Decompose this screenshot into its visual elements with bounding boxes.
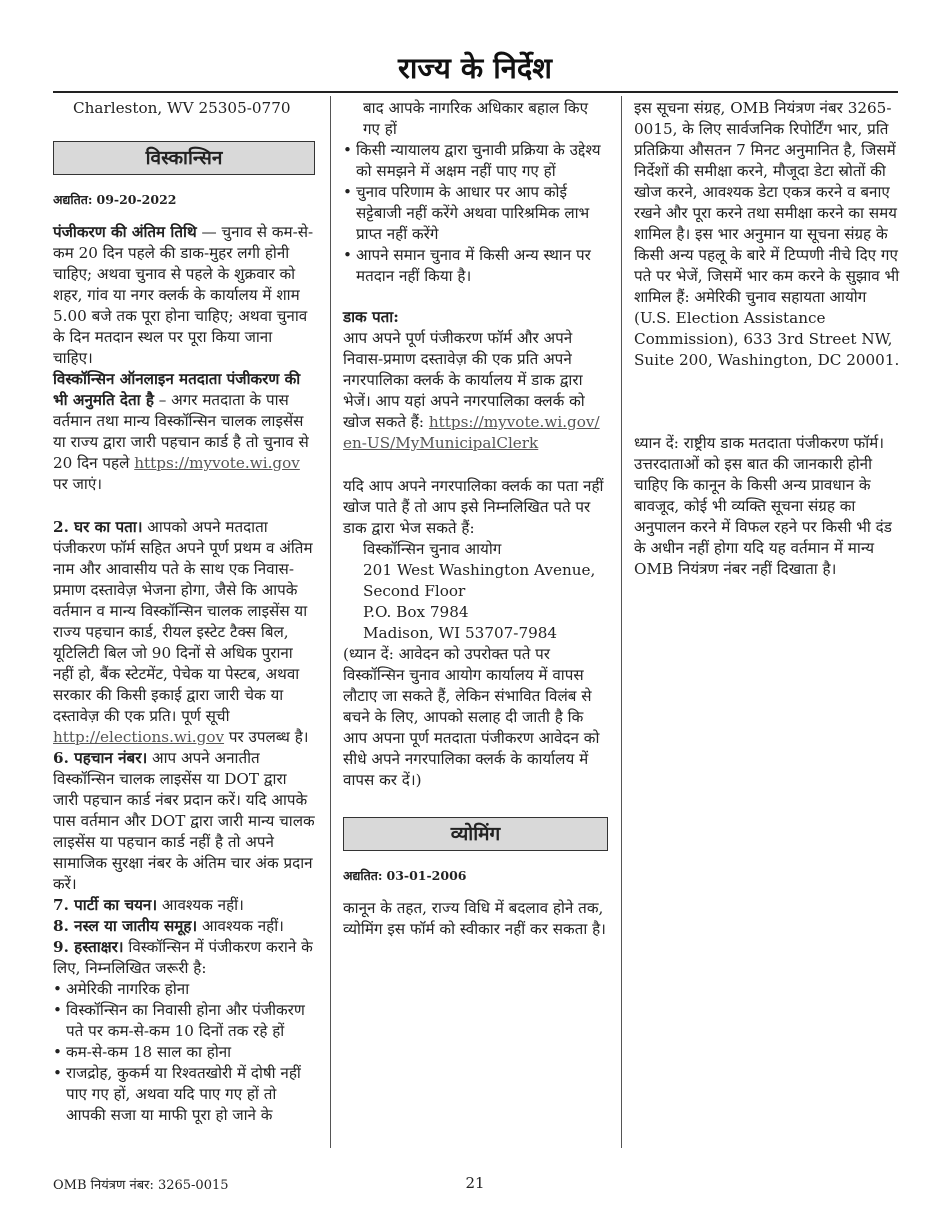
municipal-clerk-link[interactable]: https://myvote.wi.gov/en-US/MyMunicipalClerk [343, 413, 600, 452]
address-line: 201 West Washington Avenue, [363, 561, 596, 579]
item-6-id-number: 6. पहचान नंबर। आप अपने अनातीत विस्कॉन्सिन चालक लाइसेंस या DOT द्वारा जारी पहचान कार्ड नंबर प्रदान करें। यदि आपके पास वर्तमान और DOT द्वारा जारी मान्य चालक लाइसेंस या पहचान कार्ड नहीं है तो अपने सामाजिक सुरक्षा नंबर के अंतिम चार अंक प्रदान करें। [53, 749, 315, 893]
list-item: • अमेरिकी नागरिक होना [53, 979, 315, 1000]
return-note: (ध्यान दें: आवेदन को उपरोक्त पते पर विस्कॉन्सिन चुनाव आयोग कार्यालय में वापस लौटाए जा सकते हैं, लेकिन संभावित विलंब से बचने के लिए, आपको सलाह दी जाती है कि आप अपना पूर्ण मतदाता पंजीकरण आवेदन को सीधे अपने नगरपालिका क्लर्क के कार्यालय में वापस कर दें।) [343, 645, 600, 789]
previous-state-address: Charleston, WV 25305-0770 [73, 99, 291, 117]
list-item: • आपने समान चुनाव में किसी अन्य स्थान पर मतदान नहीं किया है। [343, 245, 608, 287]
list-item: • कम-से-कम 18 साल का होना [53, 1042, 315, 1063]
address-line: Second Floor [363, 582, 466, 600]
state-heading-wyoming: व्योमिंग [343, 817, 608, 851]
list-item: • किसी न्यायालय द्वारा चुनावी प्रक्रिया के उद्देश्य को समझने में अक्षम नहीं पाए गए हों [343, 140, 608, 182]
myvote-link[interactable]: https://myvote.wi.gov [134, 454, 300, 472]
address-line: विस्कॉन्सिन चुनाव आयोग [363, 540, 502, 558]
registration-deadline: पंजीकरण की अंतिम तिथि — चुनाव से कम-से-कम 20 दिन पहले की डाक-मुहर लगी होनी चाहिए; अथवा चुनाव से पहले के शुक्रवार को शहर, गांव या नगर क्लर्क के कार्यालय में शाम 5.00 बजे तक पूरा होना चाहिए; अथवा चुनाव के दिन मतदान स्थल पर पूरा किया जाना चाहिए। [53, 223, 314, 367]
column-2 [343, 98, 608, 940]
mail-address-text: आप अपने पूर्ण पंजीकरण फॉर्म और अपने निवास-प्रमाण दस्तावेज़ की एक प्रति अपने नगरपालिका क्लर्क के कार्यालय में डाक द्वारा भेजें। आप यहां अपने नगरपालिका क्लर्क को खोज सकते हैं: https://myvote.wi.gov/en-US/MyMunicipalClerk [343, 329, 600, 452]
state-heading-wisconsin: विस्कान्सिन [53, 141, 315, 175]
wyoming-text: कानून के तहत, राज्य विधि में बदलाव होने तक, व्योमिंग इस फॉर्म को स्वीकार नहीं कर सकता है। [343, 899, 606, 938]
list-continuation: बाद आपके नागरिक अधिकार बहाल किए गए हों [363, 99, 588, 138]
column-divider [621, 96, 622, 1148]
item-9-signature: 9. हस्ताक्षर। विस्कॉन्सिन में पंजीकरण कराने के लिए, निम्नलिखित जरूरी है: [53, 938, 313, 977]
notice-statement: ध्यान दें: राष्ट्रीय डाक मतदाता पंजीकरण फॉर्म। उत्तरदाताओं को इस बात की जानकारी होनी चाहिए कि कानून के किसी अन्य प्रावधान के बावजूद, कोई भी व्यक्ति सूचना संग्रह का अनुपालन करने में विफल रहने पर किसी भी दंड के अधीन नहीं होगा यदि यह वर्तमान में मान्य OMB नियंत्रण नंबर नहीं दिखाता है। [634, 434, 892, 578]
item-7-party: 7. पार्टी का चयन। आवश्यक नहीं। [53, 896, 244, 914]
column-3 [634, 98, 902, 580]
column-divider [330, 96, 331, 1148]
elections-link[interactable]: http://elections.wi.gov [53, 728, 225, 746]
item-8-race: 8. नस्ल या जातीय समूह। आवश्यक नहीं। [53, 917, 284, 935]
title-rule [53, 91, 898, 93]
online-registration: विस्कॉन्सिन ऑनलाइन मतदाता पंजीकरण की भी अनुमति देता है – अगर मतदाता के पास वर्तमान तथा मान्य विस्कॉन्सिन चालक लाइसेंस या राज्य द्वारा जारी पहचान कार्ड है तो चुनाव से 20 दिन पहले https://myvote.wi.gov पर जाएं। [53, 370, 309, 493]
alternate-mail-text: यदि आप अपने नगरपालिका क्लर्क का पता नहीं खोज पाते हैं तो आप इसे निम्नलिखित पते पर डाक द्वारा भेज सकते हैं: [343, 477, 604, 537]
updated-date: अद्यतित: 03-01-2006 [343, 868, 467, 883]
eligibility-list-continued [343, 140, 608, 287]
burden-statement: इस सूचना संग्रह, OMB नियंत्रण नंबर 3265-0015, के लिए सार्वजनिक रिपोर्टिंग भार, प्रति प्रतिक्रिया औसतन 7 मिनट अनुमानित है, जिसमें निर्देशों की समीक्षा करने, मौजूदा डेटा स्रोतों की खोज करने, आवश्यक डेटा एकत्र करने व बनाए रखने और पूरा करने तथा समीक्षा करने का समय शामिल है। इस भार अनुमान या सूचना संग्रह के किसी अन्य पहलू के बारे में टिप्पणी नीचे दिए गए पते पर भेजें, जिसमें भार कम करने के सुझाव भी शामिल हैं: अमेरिकी चुनाव सहायता आयोग (U.S. Election Assistance Commission), 633 3rd Street NW, Suite 200, Washington, DC 20001. [634, 99, 900, 369]
footer-omb-number: OMB नियंत्रण नंबर: 3265-0015 [53, 1178, 229, 1193]
page-title: राज्य के निर्देश [398, 51, 552, 85]
mail-address-heading: डाक पता: [343, 308, 399, 326]
column-1 [53, 98, 315, 1126]
updated-date: अद्यतित: 09-20-2022 [53, 192, 177, 207]
mailing-address [343, 539, 608, 644]
address-line: Madison, WI 53707-7984 [363, 624, 558, 642]
list-item: • राजद्रोह, कुकर्म या रिश्वतखोरी में दोषी नहीं पाए गए हों, अथवा यदि पाए गए हों तो आपकी सजा या माफी पूरा हो जाने के [53, 1063, 315, 1126]
eligibility-list [53, 979, 315, 1126]
list-item: • विस्कॉन्सिन का निवासी होना और पंजीकरण पते पर कम-से-कम 10 दिनों तक रहे हों [53, 1000, 315, 1042]
address-line: P.O. Box 7984 [363, 603, 469, 621]
page-number: 21 [465, 1174, 485, 1192]
list-item: • चुनाव परिणाम के आधार पर आप कोई सट्टेबाजी नहीं करेंगे अथवा पारिश्रमिक लाभ प्राप्त नहीं करेंगे [343, 182, 608, 245]
item-2-home-address: 2. घर का पता। आपको अपने मतदाता पंजीकरण फॉर्म सहित अपने पूर्ण प्रथम व अंतिम नाम और आवासीय पते के साथ एक निवास-प्रमाण दस्तावेज़ भेजना होगा, जैसे कि आपके वर्तमान व मान्य विस्कॉन्सिन चालक लाइसेंस या राज्य पहचान कार्ड, रीयल इस्टेट टैक्स बिल, यूटिलिटी बिल जो 90 दिनों से अधिक पुराना नहीं हो, बैंक स्टेटमेंट, पेचेक या पेस्टब, अथवा सरकार की किसी इकाई द्वारा जारी चेक या दस्तावेज़ की एक प्रति। पूर्ण सूची http://elections.wi.gov पर उपलब्ध है। [53, 518, 313, 746]
